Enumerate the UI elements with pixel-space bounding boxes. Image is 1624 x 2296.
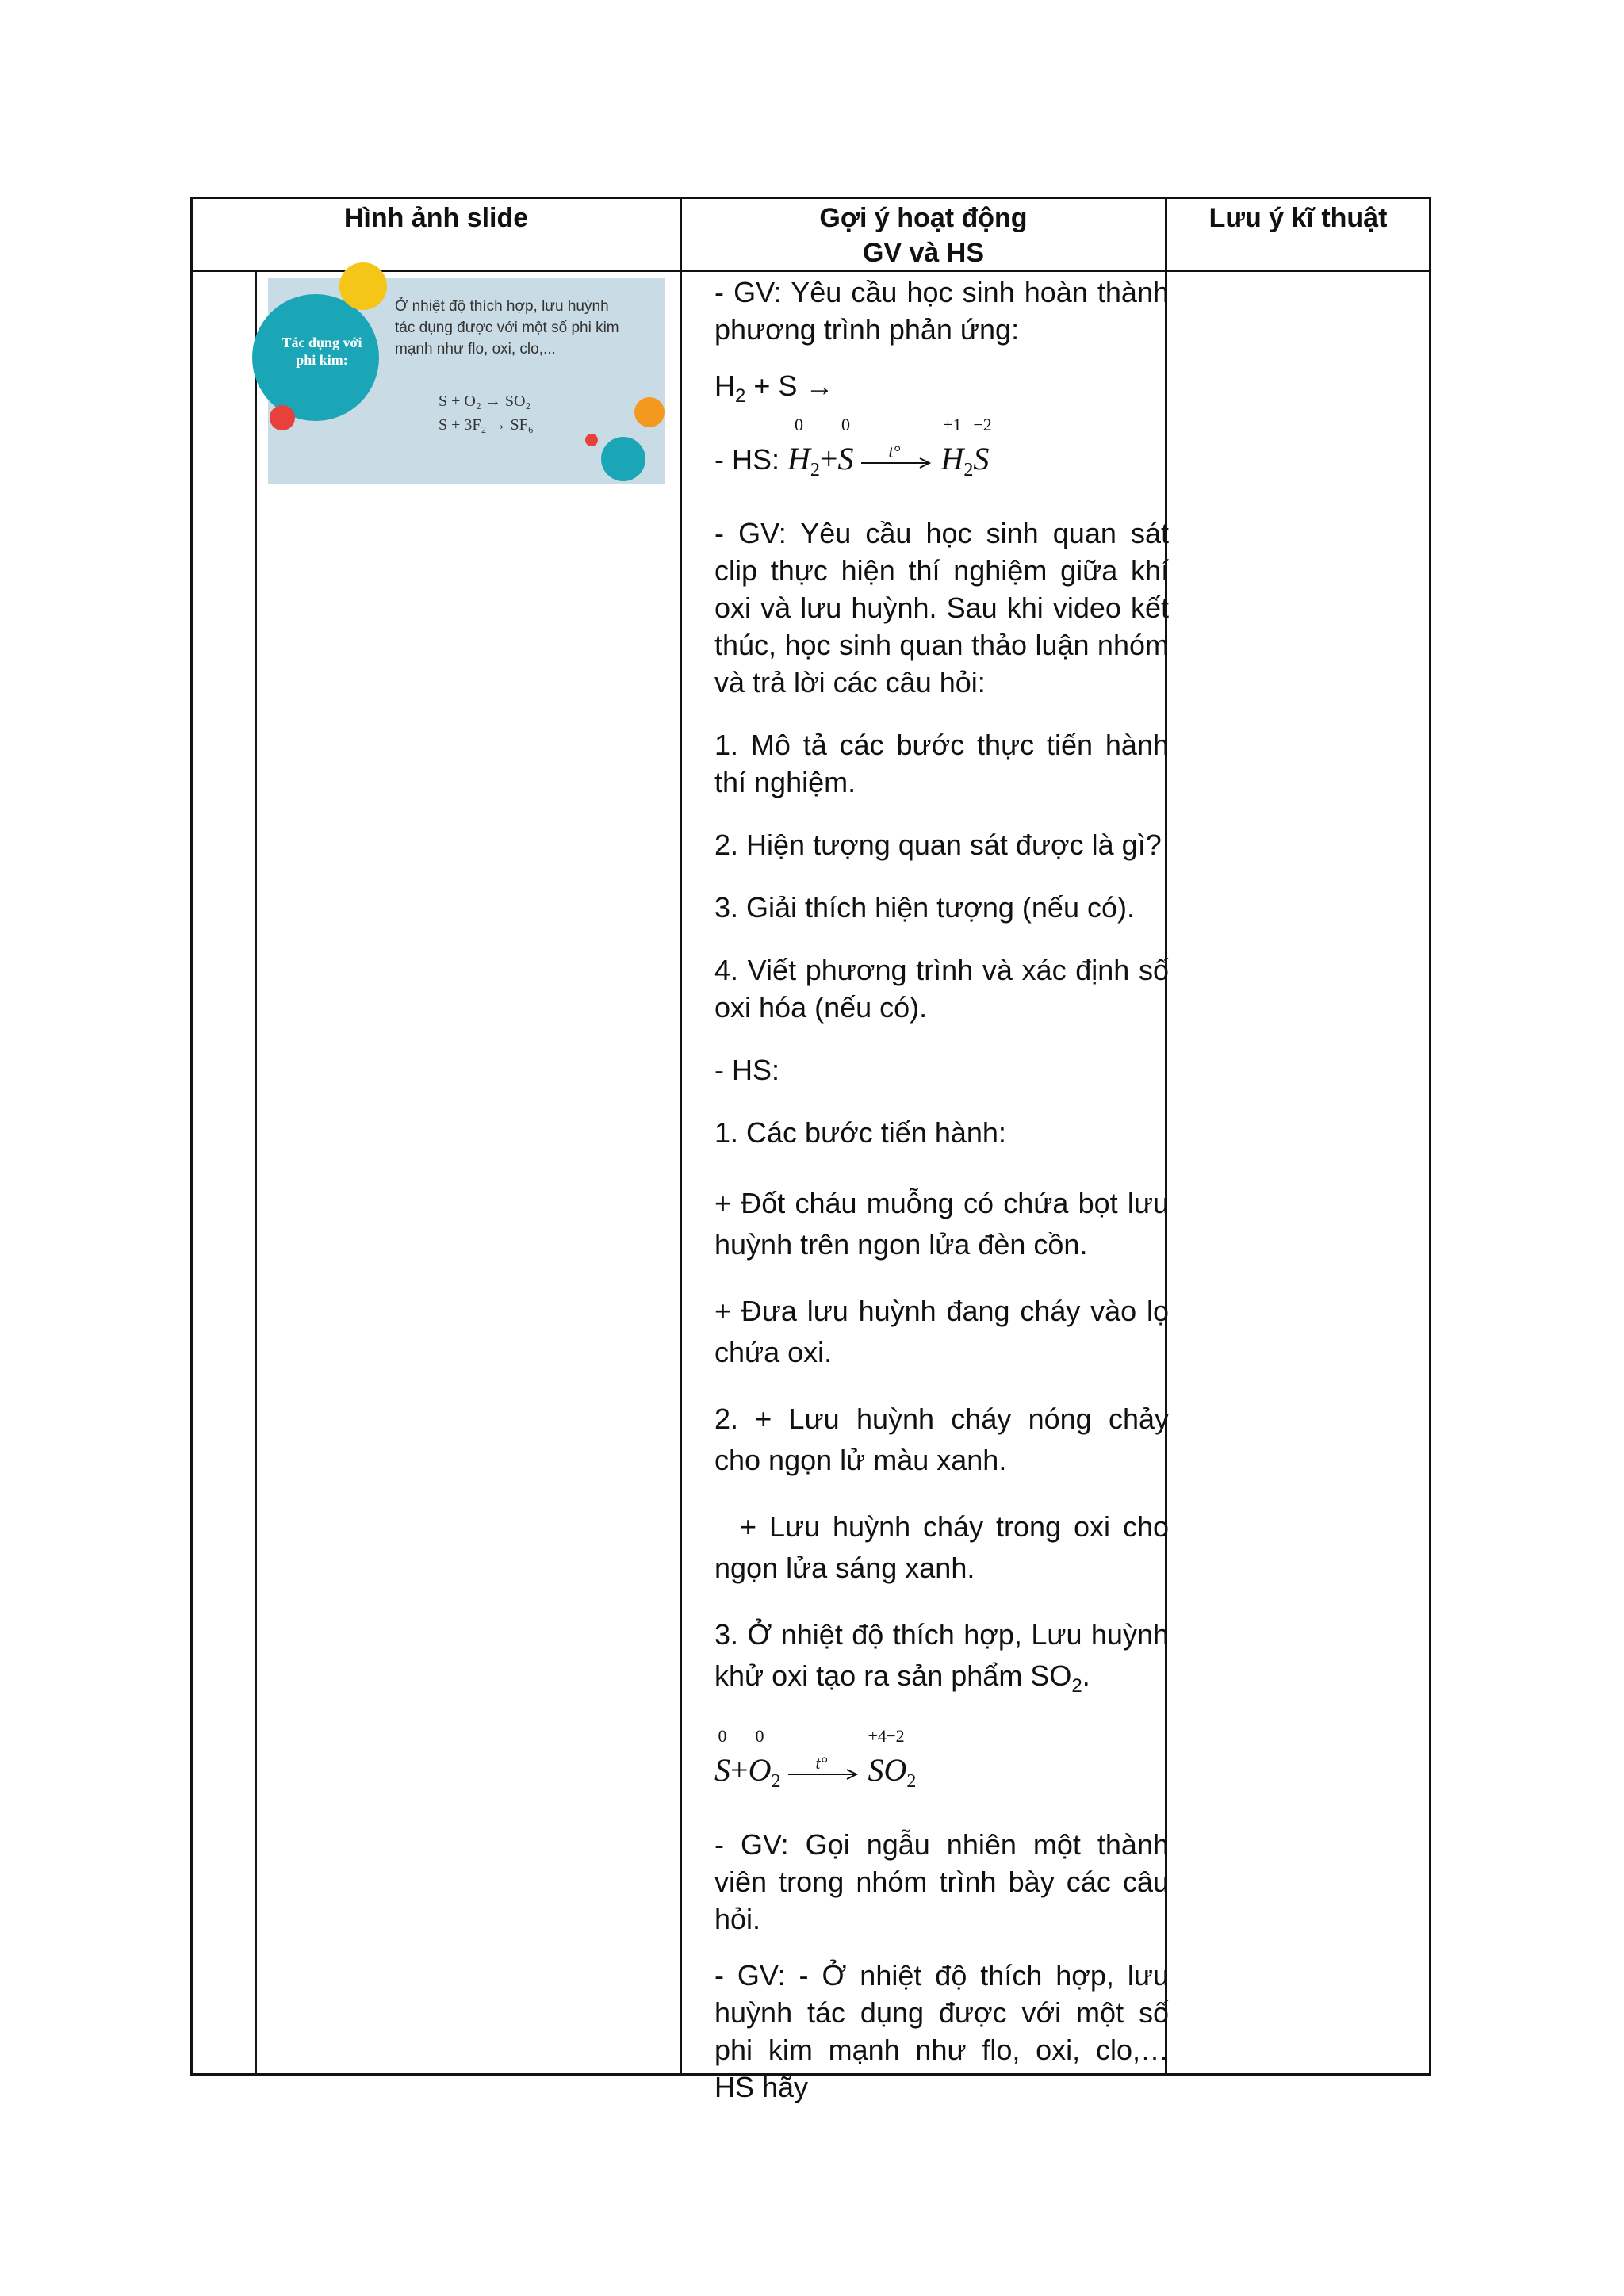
red-small-circle [585,434,598,446]
answer-3 [714,1614,1169,1707]
eq2-prod-sub: 2 [906,1771,917,1792]
gv-prompt-3: - GV: Gọi ngẫu nhiên một thành viên trong nhóm trình bày các câu hỏi. [714,1828,1169,1935]
reaction-arrow-icon [861,441,933,474]
eq1-prod-S: S [973,441,990,476]
eq1-prod-sub: 2 [963,460,974,480]
eq1-H-sub: 2 [810,460,820,480]
ox-S: 0 [841,415,850,434]
ox-S-prod: −2 [973,415,992,434]
answer-3-end: . [1082,1659,1090,1692]
ox-H-prod: +1 [943,415,962,434]
hs-label: - HS: [714,443,780,476]
slide-text: Ở nhiệt độ thích hợp, lưu huỳnh tác dụng được với một số phi kim mạnh như flo, oxi, clo,... [395,298,619,358]
eq2-prod-S: S [868,1752,884,1788]
header-col2-line1: Gợi ý hoạt động [819,203,1028,233]
answer-3-sub: 2 [1071,1675,1082,1697]
eq1-plus: + [819,441,838,476]
ox2-O: 0 [755,1726,764,1746]
question-4: 4. Viết phương trình và xác định số oxi hóa (nếu có). [714,954,1169,1024]
equation-so2 [714,1726,917,1792]
slide-equations [439,389,534,437]
slide-eq2: S + 3F₂ → SF₆ [439,416,534,434]
red-circle [270,405,295,430]
activity-content [699,274,1180,2103]
answer-2b: + Lưu huỳnh cháy trong oxi cho ngọn lửa sáng xanh. [714,1510,1169,1584]
answer-3-text: 3. Ở nhiệt độ thích hợp, Lưu huỳnh khử oxi tạo ra sản phẩm SO [714,1618,1169,1692]
header-col3-text: Lưu ý kĩ thuật [1208,203,1388,233]
eq2-plus: + [730,1752,749,1788]
slide-eq1: S + O₂ → SO₂ [439,392,531,410]
slide-label: Tác dụng với phi kim: [282,335,362,368]
hs-equation-1 [714,415,1169,489]
column-divider-1 [680,199,682,2073]
teal-small-circle [601,437,645,481]
ox2-S-prod: +4 [868,1726,887,1746]
reaction-prompt [714,367,1169,415]
equation-h2s [787,415,992,480]
eq1-H: H [787,441,810,476]
eq1-temp: t° [888,441,901,461]
question-3: 3. Giải thích hiện tượng (nếu có). [714,891,1135,924]
so2-equation [714,1726,1169,1800]
eq2-S: S [714,1752,730,1788]
answer-1: 1. Các bước tiến hành: [714,1116,1006,1149]
answer-1b: + Đưa lưu huỳnh đang cháy vào lọ chứa oxi. [714,1295,1169,1368]
header-col1-text: Hình ảnh slide [343,203,529,233]
eq2-O-sub: 2 [771,1771,781,1792]
hs-label-2: - HS: [714,1054,780,1086]
eq2-prod-O: O [883,1752,907,1788]
ox-H: 0 [794,415,803,434]
header-slide-image [193,199,680,272]
reaction-H-sub: 2 [735,385,746,407]
answer-2a: 2. + Lưu huỳnh cháy nóng chảy cho ngọn lử màu xanh. [714,1402,1169,1476]
eq1-S: S [837,441,854,476]
question-2: 2. Hiện tượng quan sát được là gì? [714,828,1162,861]
gv-prompt-1: - GV: Yêu cầu học sinh hoàn thành phương trình phản ứng: [714,276,1169,346]
eq2-temp: t° [815,1752,828,1773]
reaction-arrow-icon [788,1752,860,1785]
reaction-H: H [714,369,735,402]
yellow-circle [339,262,387,310]
ox2-O-prod: −2 [886,1726,905,1746]
header-activity [682,199,1165,272]
ox2-S: 0 [718,1726,727,1746]
gv-prompt-2: - GV: Yêu cầu học sinh quan sát clip thực hiện thí nghiệm giữa khí oxi và lưu huỳnh. Sau khi video kết thúc, học sinh quan thảo luận nhóm và trả lời các câu hỏi: [714,517,1169,698]
slide-thumbnail [268,278,665,484]
reaction-rest: + S → [745,369,834,402]
lesson-table [190,197,1431,2103]
orange-circle [634,397,665,427]
header-col2-line2: GV và HS [862,238,985,268]
question-1: 1. Mô tả các bước thực tiến hành thí nghiệm. [714,729,1169,798]
answer-1a: + Đốt cháu muỗng có chứa bọt lưu huỳnh trên ngon lửa đèn cồn. [714,1187,1169,1261]
header-technical-notes [1167,199,1429,272]
gv-prompt-4: - GV: - Ở nhiệt độ thích hợp, lưu huỳnh tác dụng được với một số phi kim mạnh như flo, oxi, clo,… HS hãy [714,1959,1169,2103]
eq2-O: O [748,1752,772,1788]
eq1-prod-H: H [940,441,964,476]
inner-column-line [255,272,257,2073]
